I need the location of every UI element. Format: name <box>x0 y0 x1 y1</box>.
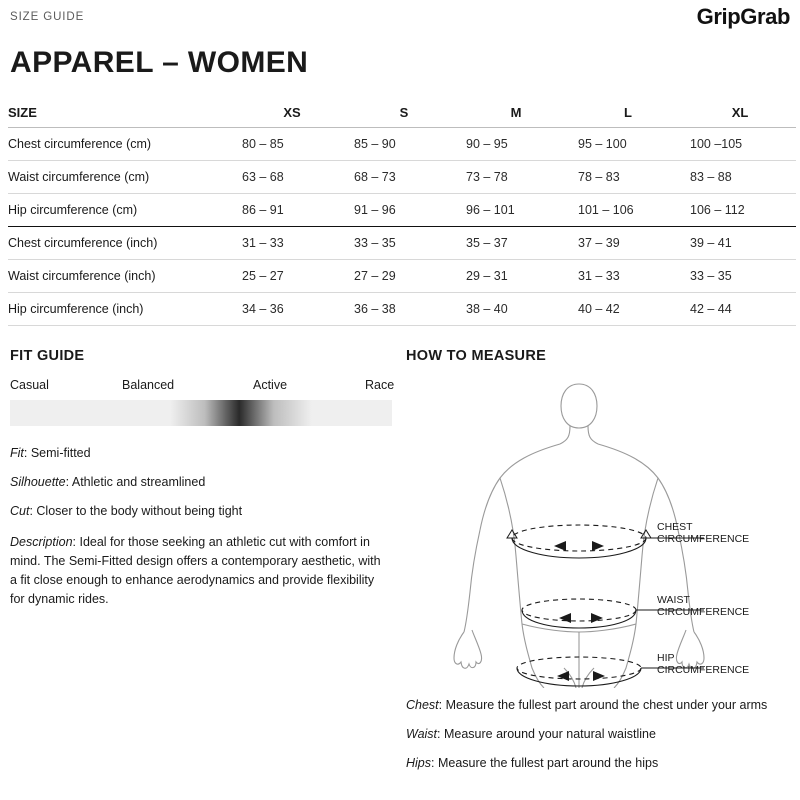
row-value: 96 – 101 <box>460 194 572 227</box>
column-header-xl: XL <box>684 96 796 128</box>
callout-chest-line2: CIRCUMFERENCE <box>657 533 750 545</box>
row-label: Chest circumference (cm) <box>8 128 236 161</box>
row-label: Waist circumference (inch) <box>8 260 236 293</box>
page-kicker: SIZE GUIDE <box>10 11 85 23</box>
fit-scale-label-casual: Casual <box>10 378 49 392</box>
fit-guide-title: FIT GUIDE <box>10 348 85 364</box>
measure-note <box>406 696 792 714</box>
row-value: 31 – 33 <box>236 227 348 260</box>
measure-note <box>406 754 792 772</box>
column-header-s: S <box>348 96 460 128</box>
row-value: 63 – 68 <box>236 161 348 194</box>
measure-note-label: Hips <box>406 756 432 770</box>
row-value: 31 – 33 <box>572 260 684 293</box>
measure-note-label: Waist <box>406 727 438 741</box>
row-value: 39 – 41 <box>684 227 796 260</box>
lower-section <box>8 348 792 783</box>
measure-note <box>406 725 792 743</box>
callout-chest-line1: CHEST <box>657 521 693 533</box>
size-table-header-row <box>8 96 796 128</box>
fit-scale-labels <box>10 378 394 396</box>
row-value: 80 – 85 <box>236 128 348 161</box>
column-header-xs: XS <box>236 96 348 128</box>
row-value: 25 – 27 <box>236 260 348 293</box>
measure-note-value: : Measure the fullest part around the chest under your arms <box>438 698 768 712</box>
table-row <box>8 194 796 227</box>
row-value: 106 – 112 <box>684 194 796 227</box>
callout-hip-line1: HIP <box>657 652 675 664</box>
row-value: 91 – 96 <box>348 194 460 227</box>
fit-attribute-label: Cut <box>10 504 30 518</box>
row-value: 83 – 88 <box>684 161 796 194</box>
row-value: 40 – 42 <box>572 293 684 326</box>
row-value: 42 – 44 <box>684 293 796 326</box>
row-value: 86 – 91 <box>236 194 348 227</box>
fit-attribute <box>10 473 394 492</box>
fit-attribute-value: : Athletic and streamlined <box>65 475 206 489</box>
fit-scale-label-race: Race <box>365 378 395 392</box>
row-label: Hip circumference (inch) <box>8 293 236 326</box>
measure-note-value: : Measure around your natural waistline <box>437 727 656 741</box>
row-value: 35 – 37 <box>460 227 572 260</box>
row-value: 36 – 38 <box>348 293 460 326</box>
fit-attribute-label: Silhouette <box>10 475 66 489</box>
fit-attribute <box>10 444 394 463</box>
measure-notes <box>406 696 792 772</box>
row-label: Hip circumference (cm) <box>8 194 236 227</box>
column-header-l: L <box>572 96 684 128</box>
top-bar <box>8 0 792 34</box>
row-value: 27 – 29 <box>348 260 460 293</box>
table-row <box>8 227 796 260</box>
fit-description-label: Description <box>10 535 73 549</box>
fit-guide-section <box>8 348 404 783</box>
fit-scale-bar <box>10 400 392 426</box>
how-to-measure-title: HOW TO MEASURE <box>406 348 547 364</box>
fit-attribute-value: : Closer to the body without being tight <box>29 504 243 518</box>
callout-waist-line1: WAIST <box>657 594 690 606</box>
page-title: APPAREL – WOMEN <box>10 46 309 79</box>
table-row <box>8 161 796 194</box>
fit-attributes <box>10 444 394 609</box>
row-value: 68 – 73 <box>348 161 460 194</box>
measure-note-value: : Measure the fullest part around the hips <box>431 756 659 770</box>
callout-hip-line2: CIRCUMFERENCE <box>657 664 750 676</box>
row-value: 33 – 35 <box>684 260 796 293</box>
row-value: 100 –105 <box>684 128 796 161</box>
measure-note-label: Chest <box>406 698 439 712</box>
row-value: 101 – 106 <box>572 194 684 227</box>
fit-attribute-label: Fit <box>10 446 24 460</box>
row-value: 90 – 95 <box>460 128 572 161</box>
size-table-body <box>8 128 796 326</box>
brand-logo: GripGrab <box>696 4 790 29</box>
column-header-size: SIZE <box>8 96 236 128</box>
fit-description-text: : Ideal for those seeking an athletic cut with comfort in mind. The Semi-Fitted design offers a contemporary aesthetic, with a fit close enough to enhance aerodynamics and provide flexibility for dynamic rides. <box>10 535 381 606</box>
row-value: 29 – 31 <box>460 260 572 293</box>
row-value: 37 – 39 <box>572 227 684 260</box>
table-row <box>8 260 796 293</box>
row-value: 73 – 78 <box>460 161 572 194</box>
fit-attribute-value: : Semi-fitted <box>23 446 91 460</box>
row-value: 85 – 90 <box>348 128 460 161</box>
fit-scale-label-balanced: Balanced <box>122 378 175 392</box>
row-value: 38 – 40 <box>460 293 572 326</box>
row-value: 78 – 83 <box>572 161 684 194</box>
body-diagram-icon <box>404 378 792 688</box>
fit-attribute <box>10 502 394 521</box>
callout-waist-line2: CIRCUMFERENCE <box>657 606 750 618</box>
size-table <box>8 96 796 326</box>
row-label: Chest circumference (inch) <box>8 227 236 260</box>
size-table-head <box>8 96 796 128</box>
row-label: Waist circumference (cm) <box>8 161 236 194</box>
row-value: 33 – 35 <box>348 227 460 260</box>
row-value: 34 – 36 <box>236 293 348 326</box>
fit-scale-label-active: Active <box>253 378 288 392</box>
table-row <box>8 128 796 161</box>
column-header-m: M <box>460 96 572 128</box>
row-value: 95 – 100 <box>572 128 684 161</box>
fit-description <box>10 533 390 609</box>
measure-figure <box>404 378 792 688</box>
how-to-measure-section <box>404 348 792 783</box>
table-row <box>8 293 796 326</box>
